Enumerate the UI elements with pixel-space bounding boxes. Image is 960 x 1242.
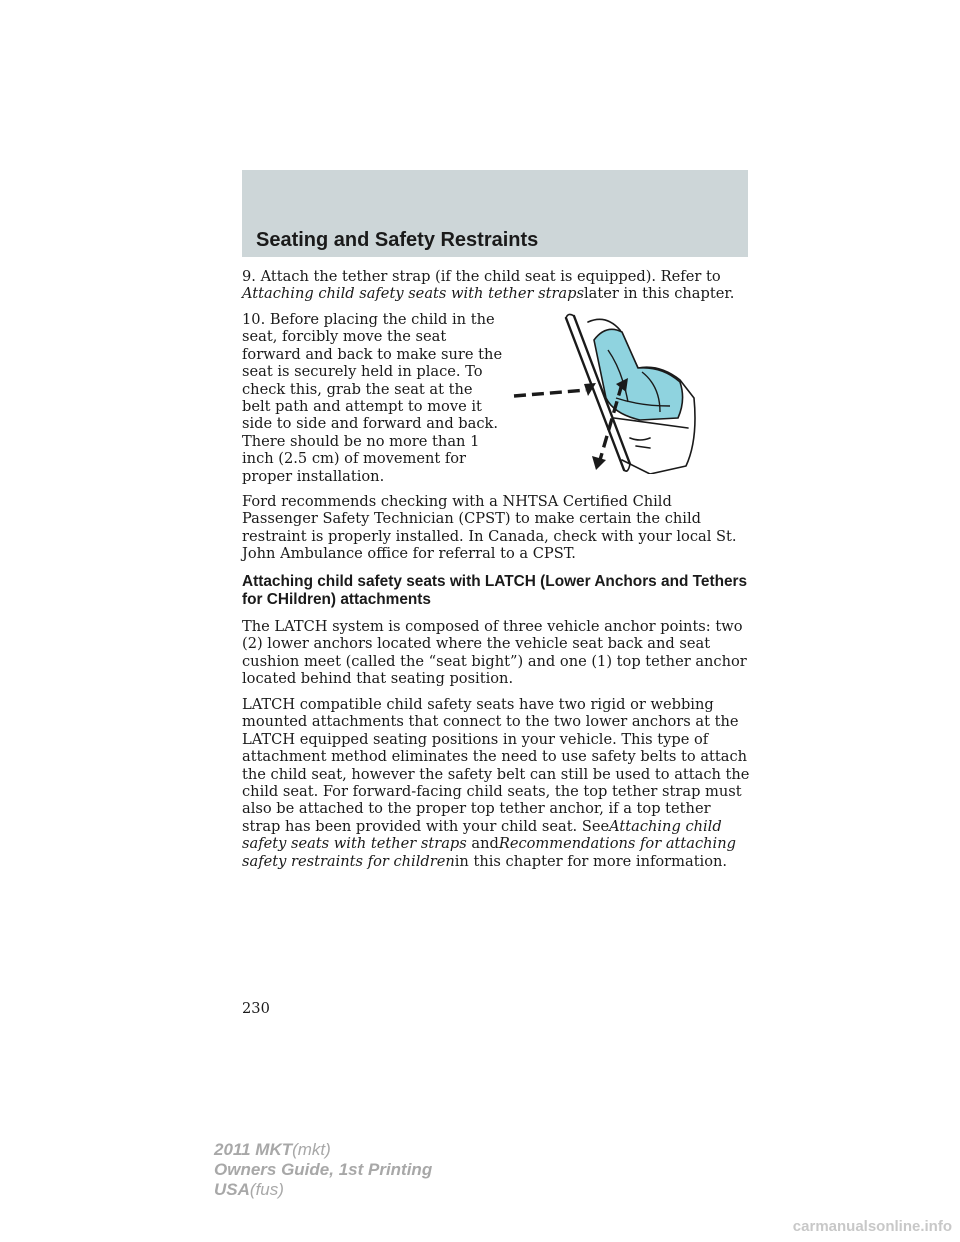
step-9-reference: Attaching child safety seats with tether straps — [242, 285, 584, 303]
child-seat-illustration-icon — [510, 310, 710, 474]
footer-region-line — [214, 1180, 432, 1200]
footer-model-line — [214, 1140, 432, 1160]
footer-model: 2011 MKT — [214, 1140, 293, 1159]
latch-paragraph-2 — [242, 696, 752, 870]
footer-region-code: (fus) — [249, 1180, 284, 1199]
footer-model-code: (mkt) — [292, 1140, 331, 1159]
print-footer — [214, 1140, 432, 1200]
latch-recommendations-reference: Recommendations for attaching safety restraints for children — [242, 835, 736, 870]
latch-paragraph-2-text: LATCH compatible child safety seats have two rigid or webbing mounted attachments that connect to the two lower anchors at the LATCH equipped seating positions in your vehicle. This type of attachment method eliminates the need to use safety belts to attach the child seat, however the safety belt can still be used to attach the child seat. For forward-facing child seats, the top tether strap must also be attached to the proper top tether anchor, if a top tether strap has been provided with your child seat. See — [242, 696, 750, 835]
cpst-recommendation-paragraph: Ford recommends checking with a NHTSA Certified Child Passenger Safety Technician (CPST) to make certain the child restraint is properly installed. In Canada, check with your local St. John Ambulance office for referral to a CPST. — [242, 493, 737, 563]
latch-paragraph-1: The LATCH system is composed of three vehicle anchor points: two (2) lower anchors located where the vehicle seat back and seat cushion meet (called the “seat bight”) and one (1) top tether anchor located behind that seating position. — [242, 618, 747, 688]
step-9-paragraph — [242, 268, 752, 303]
step-9-text: 9. Attach the tether strap (if the child seat is equipped). Refer to — [242, 268, 721, 285]
step-10-paragraph: 10. Before placing the child in the seat, forcibly move the seat forward and back to make sure the seat is securely held in place. To check this, grab the seat at the belt path and attempt to move it side to side and forward and back. There should be no more than 1 inch (2.5 cm) of movement for proper installation. — [242, 311, 503, 485]
latch-section-heading: Attaching child safety seats with LATCH (Lower Anchors and Tethers for CHildren) attachments — [242, 573, 748, 608]
footer-guide: Owners Guide, 1st Printing — [214, 1160, 433, 1179]
page-number: 230 — [242, 1000, 270, 1017]
watermark-text: carmanualsonline.info — [792, 1218, 952, 1235]
footer-region: USA — [214, 1180, 250, 1199]
latch-and-text: and — [471, 835, 499, 853]
latch-tether-reference: Attaching child safety seats with tether straps — [242, 817, 722, 853]
latch-paragraph-2-end: in this chapter for more information. — [454, 852, 728, 870]
step-9-suffix: later in this chapter. — [583, 285, 735, 303]
section-title: Seating and Safety Restraints — [256, 229, 539, 251]
